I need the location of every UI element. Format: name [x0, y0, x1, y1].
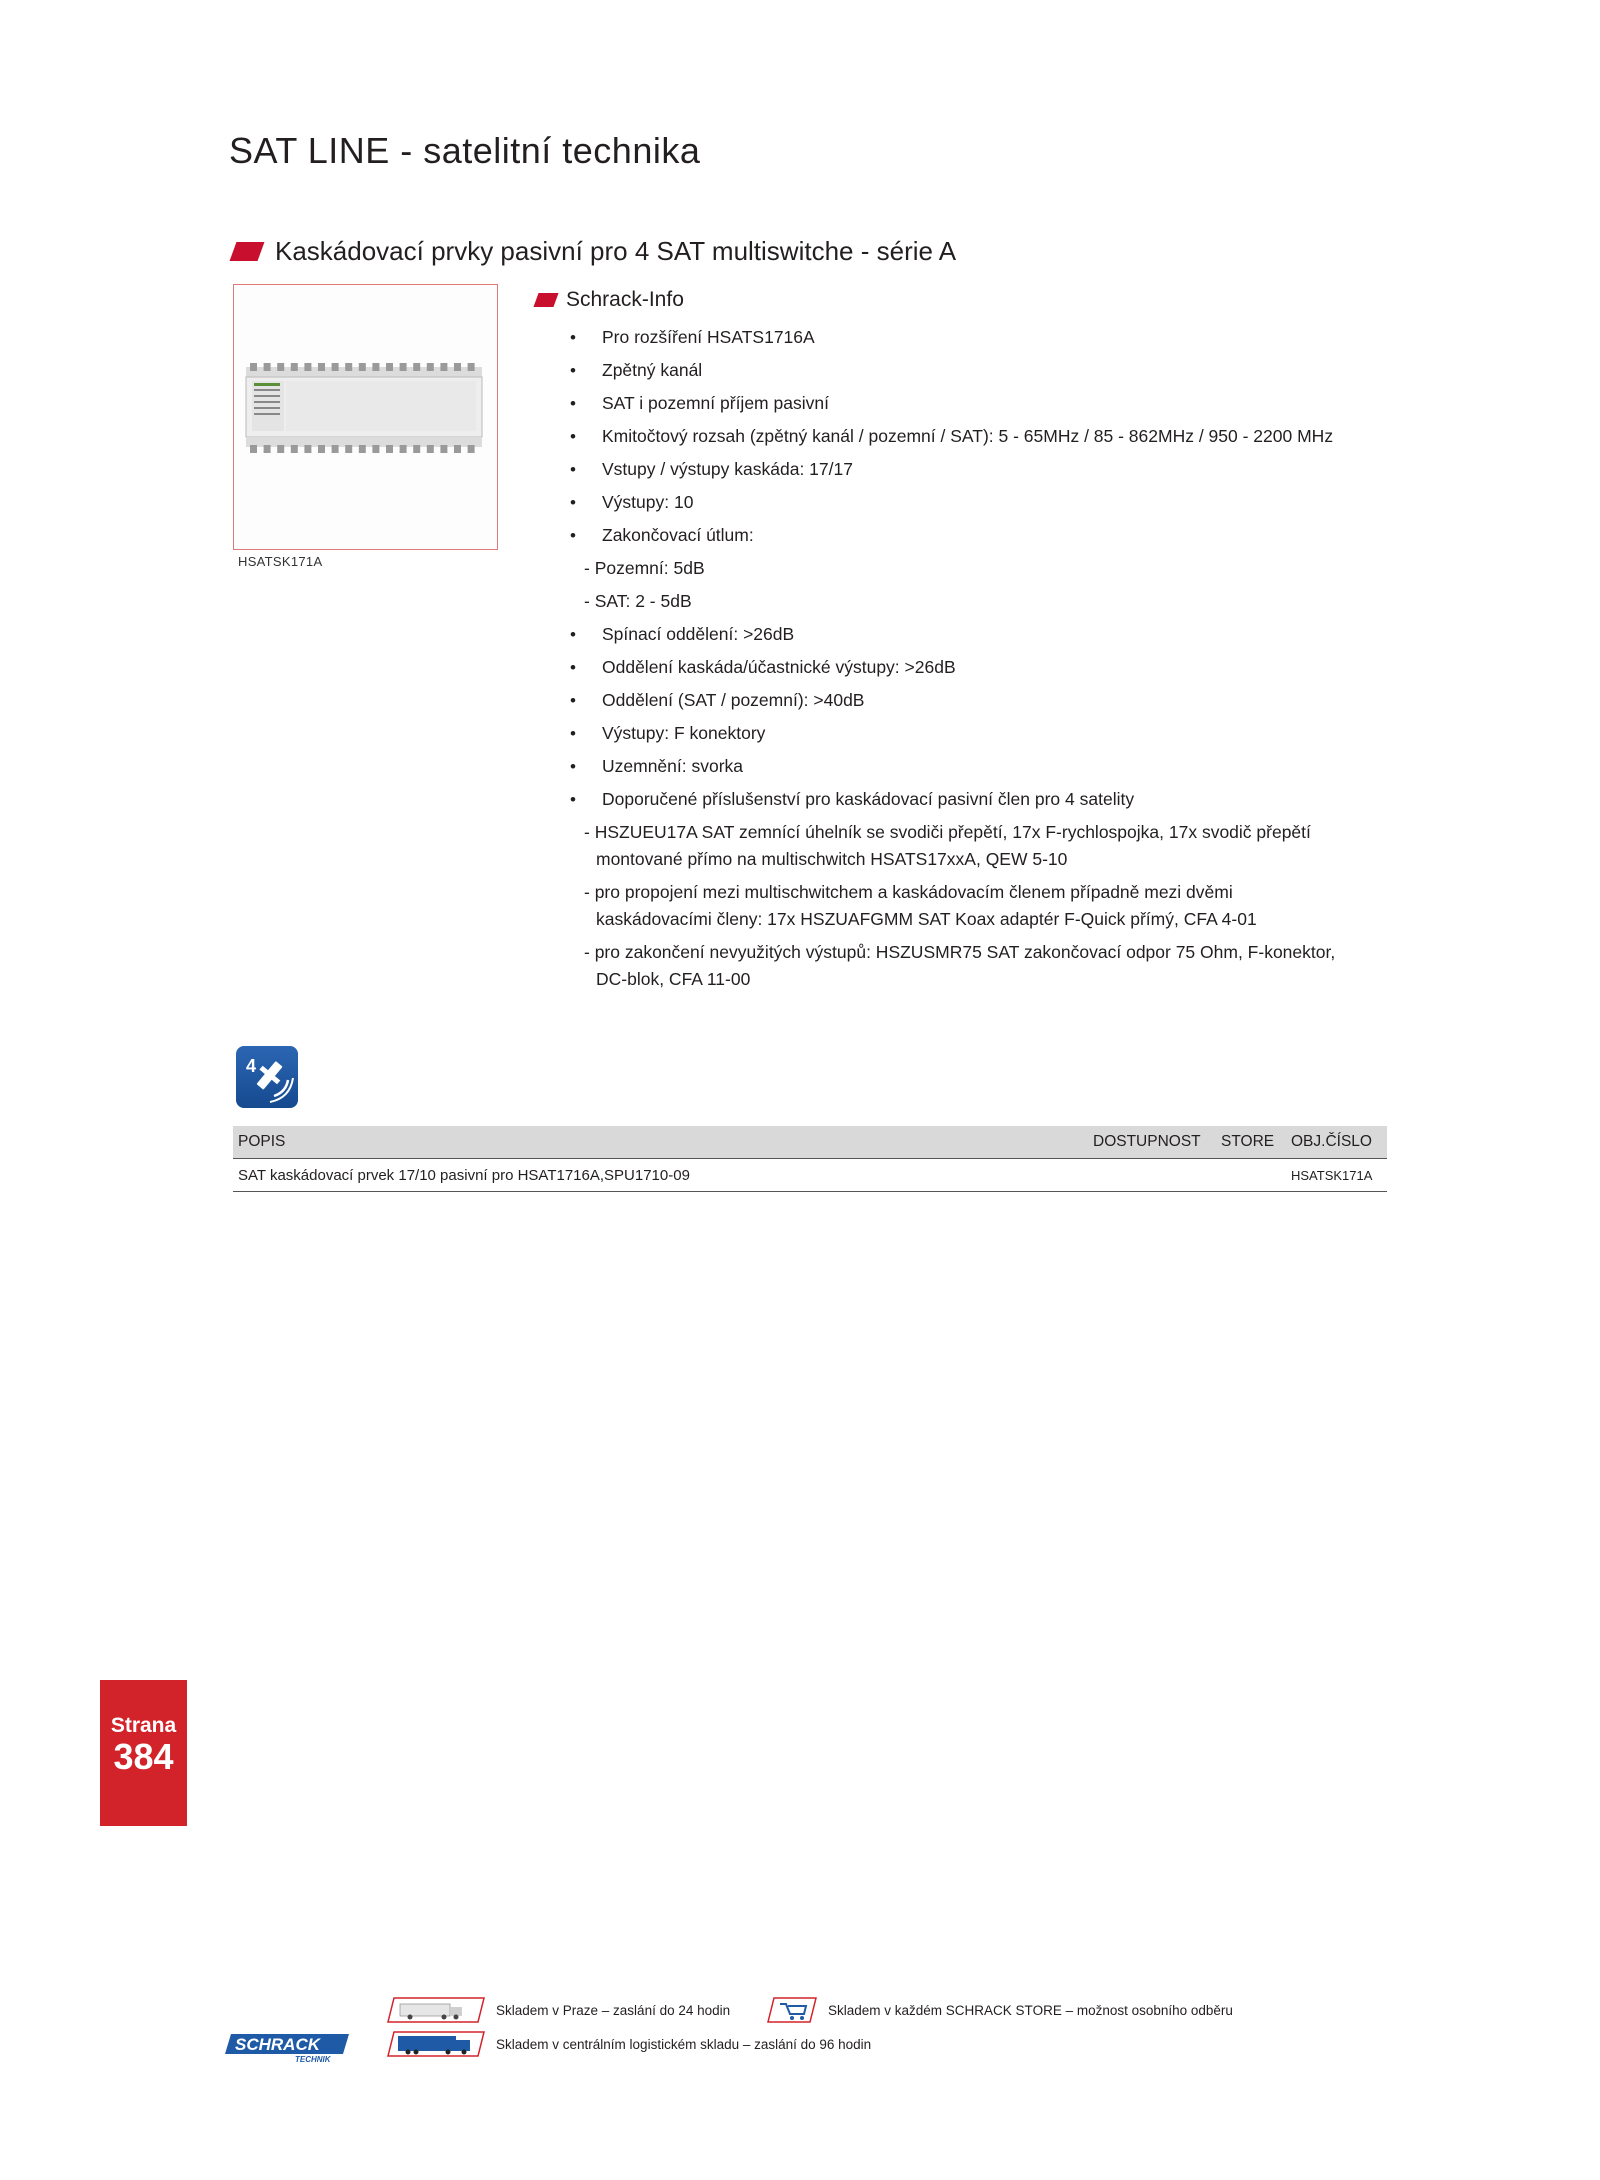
f-connector: [304, 363, 311, 371]
info-item: • Doporučené příslušenství pro kaskádovací pasivní člen pro 4 satelity: [570, 786, 1350, 813]
info-item: • Zakončovací útlum:: [570, 522, 1350, 549]
f-connector: [318, 363, 325, 371]
f-connector: [304, 445, 311, 453]
f-connector: [400, 445, 407, 453]
section-heading: [233, 236, 956, 267]
info-subitem: - HSZUEU17A SAT zemnící úhelník se svodiči přepětí, 17x F-rychlospojka, 17x svodič přepětí montované přímo na multischwitch HSATS17xxA, QEW 5-10: [584, 822, 1311, 869]
page-number: 384: [113, 1736, 174, 1777]
f-connector: [345, 363, 352, 371]
legend-item-central: [386, 2030, 871, 2058]
f-connector: [440, 445, 447, 453]
f-connector: [400, 363, 407, 371]
info-item: • Oddělení kaskáda/účastnické výstupy: >26dB: [570, 654, 1350, 681]
header-popis: POPIS: [238, 1133, 286, 1150]
f-connector: [264, 445, 271, 453]
cell-popis: SAT kaskádovací prvek 17/10 pasivní pro HSAT1716A,SPU1710-09: [238, 1166, 690, 1184]
product-table: [233, 1126, 1387, 1192]
f-connector: [386, 445, 393, 453]
info-item: • Výstupy: 10: [570, 489, 1350, 516]
info-subitem: - pro propojení mezi multischwitchem a kaskádovacím členem případně mezi dvěmi kaskádovacími členy: 17x HSZUAFGMM SAT Koax adaptér F-Quick přímý, CFA 4-01: [584, 882, 1257, 929]
f-connector: [345, 445, 352, 453]
f-connector: [250, 363, 257, 371]
f-connector: [427, 363, 434, 371]
page-number-tab: [100, 1680, 187, 1826]
info-item: • Zpětný kanál: [570, 357, 1350, 384]
info-item: • SAT i pozemní příjem pasivní: [570, 390, 1350, 417]
cell-obj-cislo: HSATSK171A: [1291, 1167, 1373, 1183]
four-satellite-icon: [236, 1046, 298, 1108]
info-item: • Kmitočtový rozsah (zpětný kanál / pozemní / SAT): 5 - 65MHz / 85 - 862MHz / 950 - 2200 MHz: [570, 423, 1350, 450]
table-row: [233, 1159, 1387, 1192]
schrack-logo: [225, 2030, 355, 2069]
f-connector: [277, 445, 284, 453]
f-connector: [413, 445, 420, 453]
f-connector: [454, 445, 461, 453]
product-image: [233, 284, 498, 550]
satellite-count: 4: [246, 1056, 257, 1076]
page-title: SAT LINE - satelitní technika: [229, 130, 701, 171]
info-subitem: - pro zakončení nevyužitých výstupů: HSZUSMR75 SAT zakončovací odpor 75 Ohm, F-konektor, DC-blok, CFA 11-00: [584, 942, 1336, 989]
logo-main-text: SCHRACK: [235, 2035, 320, 2054]
f-connector: [332, 445, 339, 453]
f-connector: [372, 363, 379, 371]
info-item: • Výstupy: F konektory: [570, 720, 1350, 747]
f-connector: [291, 445, 298, 453]
truck-large-icon: [386, 2030, 486, 2058]
f-connector: [318, 445, 325, 453]
legend-text-praha: Skladem v Praze – zaslání do 24 hodin: [496, 2002, 731, 2018]
info-heading: [536, 288, 684, 312]
legend-text-store: Skladem v každém SCHRACK STORE – možnost osobního odběru: [828, 2002, 1233, 2018]
f-connector: [277, 363, 284, 371]
product-code: HSATSK171A: [238, 554, 323, 569]
header-store: STORE: [1221, 1133, 1275, 1150]
table-header: [233, 1126, 1387, 1159]
legend-text-central: Skladem v centrálním logistickém skladu – zaslání do 96 hodin: [496, 2036, 872, 2052]
f-connector: [359, 363, 366, 371]
f-connector: [250, 445, 257, 453]
page-label: Strana: [110, 1714, 177, 1737]
red-flag-icon: [533, 293, 558, 307]
f-connector: [468, 445, 475, 453]
info-list: [570, 324, 1350, 999]
info-item: • Uzemnění: svorka: [570, 753, 1350, 780]
f-connector: [427, 445, 434, 453]
info-item: • Oddělení (SAT / pozemní): >40dB: [570, 687, 1350, 714]
info-item: • Vstupy / výstupy kaskáda: 17/17: [570, 456, 1350, 483]
cart-icon: [766, 1996, 818, 2024]
f-connector: [440, 363, 447, 371]
info-heading-text: Schrack-Info: [566, 288, 684, 311]
f-connector: [413, 363, 420, 371]
header-dostupnost: DOSTUPNOST: [1093, 1133, 1201, 1150]
f-connector: [372, 445, 379, 453]
info-subitem: - Pozemní: 5dB: [584, 558, 705, 578]
f-connector: [332, 363, 339, 371]
multiswitch-image: [234, 285, 496, 548]
f-connector: [291, 363, 298, 371]
info-subitem: - SAT: 2 - 5dB: [584, 591, 692, 611]
section-heading-text: Kaskádovací prvky pasivní pro 4 SAT multiswitche - série A: [275, 236, 957, 266]
legend-item-store: [766, 1996, 1233, 2024]
f-connector: [468, 363, 475, 371]
f-connector: [454, 363, 461, 371]
legend-item-praha: [386, 1996, 730, 2024]
info-item: • Pro rozšíření HSATS1716A: [570, 324, 1350, 351]
logo-sub-text: TECHNIK: [295, 2055, 331, 2064]
info-item: • Spínací oddělení: >26dB: [570, 621, 1350, 648]
red-flag-icon: [230, 242, 265, 261]
f-connector: [264, 363, 271, 371]
header-obj-cislo: OBJ.ČÍSLO: [1291, 1133, 1372, 1150]
f-connector: [359, 445, 366, 453]
f-connector: [386, 363, 393, 371]
truck-small-icon: [386, 1996, 486, 2024]
